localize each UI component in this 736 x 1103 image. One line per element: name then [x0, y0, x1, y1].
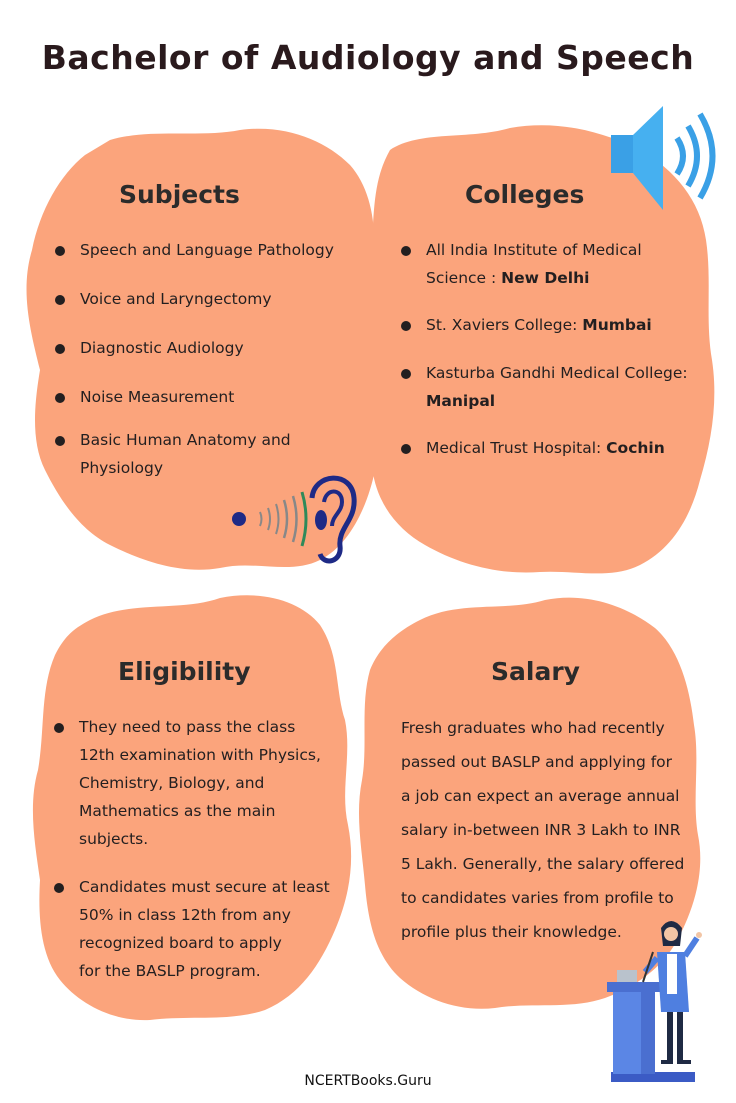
- speaker-icon: [605, 100, 725, 220]
- bullet-icon: [401, 246, 411, 256]
- list-item: Kasturba Gandhi Medical College: Manipal: [401, 359, 711, 415]
- bullet-icon: [55, 295, 65, 305]
- bullet-icon: [401, 444, 411, 454]
- bullet-icon: [55, 246, 65, 256]
- bullet-icon: [55, 393, 65, 403]
- bullet-icon: [54, 723, 64, 733]
- list-item: Medical Trust Hospital: Cochin: [401, 434, 711, 462]
- list-item: Noise Measurement: [55, 383, 355, 411]
- list-item: St. Xaviers College: Mumbai: [401, 311, 711, 339]
- bullet-icon: [401, 369, 411, 379]
- salary-heading: Salary: [491, 657, 580, 686]
- colleges-heading: Colleges: [465, 180, 585, 209]
- page-title: Bachelor of Audiology and Speech: [41, 38, 695, 77]
- subjects-heading: Subjects: [119, 180, 240, 209]
- eligibility-list: [54, 713, 344, 985]
- bullet-icon: [55, 344, 65, 354]
- eligibility-heading: Eligibility: [118, 657, 251, 686]
- bullet-icon: [54, 883, 64, 893]
- list-item: Voice and Laryngectomy: [55, 285, 355, 313]
- colleges-list: [401, 236, 711, 462]
- list-item: Basic Human Anatomy and Physiology: [55, 426, 355, 482]
- bullet-icon: [401, 321, 411, 331]
- bullet-icon: [55, 436, 65, 446]
- speaker-woman-illustration: [605, 912, 705, 1084]
- list-item: All India Institute of Medical Science : New Delhi: [401, 236, 711, 292]
- subjects-list: [55, 236, 355, 482]
- list-item: They need to pass the class 12th examination with Physics, Chemistry, Biology, and Mathematics as the main subjects.: [54, 713, 344, 853]
- list-item: Candidates must secure at least 50% in class 12th from any recognized board to apply for the BASLP program.: [54, 873, 344, 985]
- list-item: Speech and Language Pathology: [55, 236, 355, 264]
- salary-paragraph: Fresh graduates who had recently passed out BASLP and applying for a job can expect an average annual salary in-between INR 3 Lakh to INR 5 Lakh. Generally, the salary offered to candidates varies from profile to profile plus their knowledge.: [401, 719, 685, 941]
- ear-sound-icon: [228, 468, 358, 568]
- list-item: Diagnostic Audiology: [55, 334, 355, 362]
- footer-credit: NCERTBooks.Guru: [304, 1073, 432, 1089]
